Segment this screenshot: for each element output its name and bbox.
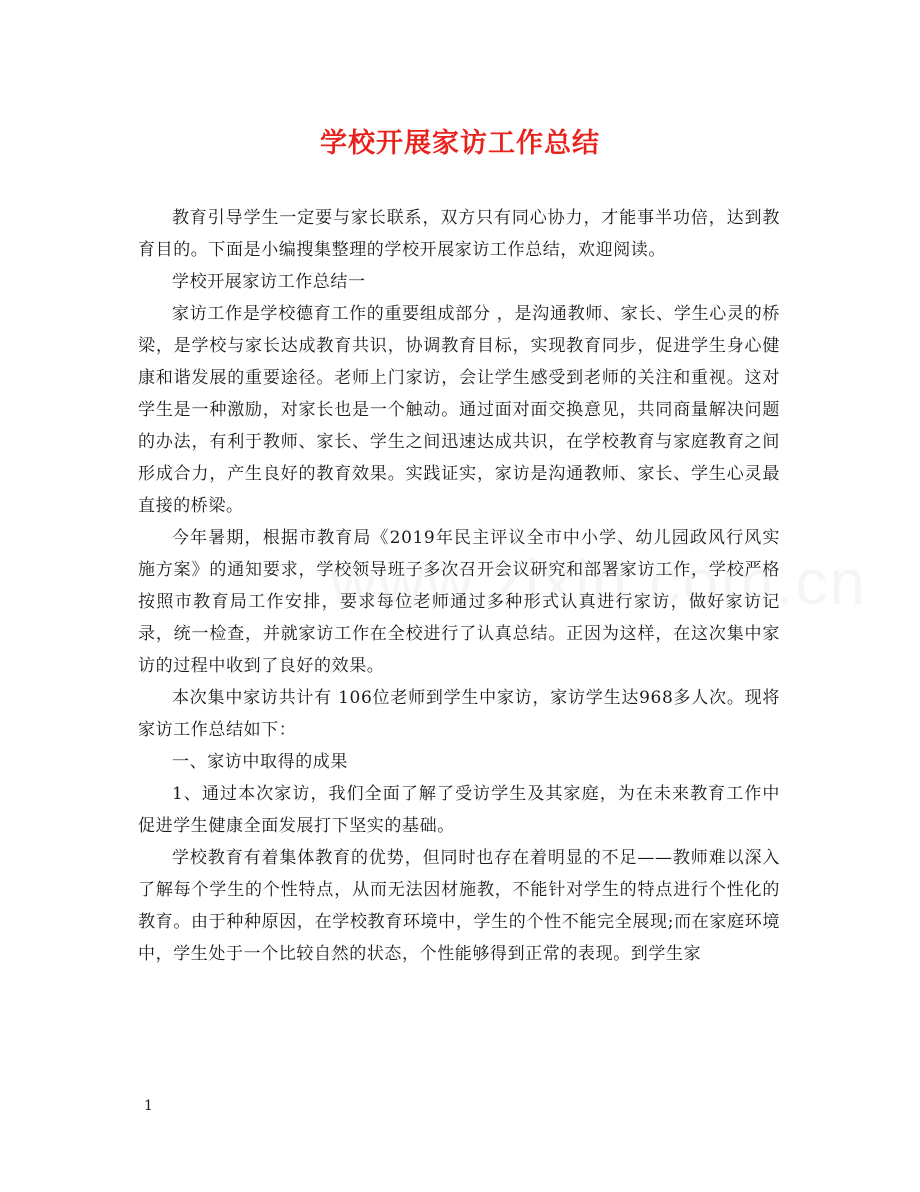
document-title: 学校开展家访工作总结 <box>320 128 600 159</box>
paragraph-summer-plan: 今年暑期，根据市教育局《2019年民主评议全市中小学、幼儿园政风行风实施方案》的通知要求，学校领导班子多次召开会议研究和部署家访工作，学校严格按照市教育局工作安排，要求每位老师通过多种形式认真进行家访，做好家访记录，统一检查，并就家访工作在全校进行了认真总结。正因为这样，在这次集中家访的过程中收到了良好的效果。 <box>138 528 780 676</box>
section-heading-summary-one: 学校开展家访工作总结一 <box>172 272 366 292</box>
section-heading-results: 一、家访中取得的成果 <box>172 752 348 772</box>
document-body <box>138 202 780 970</box>
paragraph-result-one: 1、通过本次家访，我们全面了解了受访学生及其家庭，为在未来教育工作中促进学生健康全面发展打下坚实的基础。 <box>138 784 780 836</box>
paragraph-intro: 教育引导学生一定要与家长联系，双方只有同心协力，才能事半功倍，达到教育目的。下面是小编搜集整理的学校开展家访工作总结，欢迎阅读。 <box>138 208 780 260</box>
page-number: 1 <box>144 1098 153 1114</box>
paragraph-collective-education: 学校教育有着集体教育的优势，但同时也存在着明显的不足——教师难以深入了解每个学生的个性特点，从而无法因材施教，不能针对学生的特点进行个性化的教育。由于种种原因，在学校教育环境中，学生的个性不能完全展现;而在家庭环境中，学生处于一个比较自然的状态，个性能够得到正常的表现。到学生家 <box>138 848 780 964</box>
paragraph-visit-count: 本次集中家访共计有 106位老师到学生中家访，家访学生达968多人次。现将家访工作总结如下： <box>138 688 780 740</box>
paragraph-home-visit-importance: 家访工作是学校德育工作的重要组成部分 ，是沟通教师、家长、学生心灵的桥梁，是学校与家长达成教育共识，协调教育目标，实现教育同步，促进学生身心健康和谐发展的重要途径。老师上门家访，会让学生感受到老师的关注和重视。这对学生是一种激励，对家长也是一个触动。通过面对面交换意见，共同商量解决问题的办法，有利于教师、家长、学生之间迅速达成共识，在学校教育与家庭教育之间形成合力，产生良好的教育效果。实践证实，家访是沟通教师、家长、学生心灵最直接的桥梁。 <box>138 304 780 516</box>
